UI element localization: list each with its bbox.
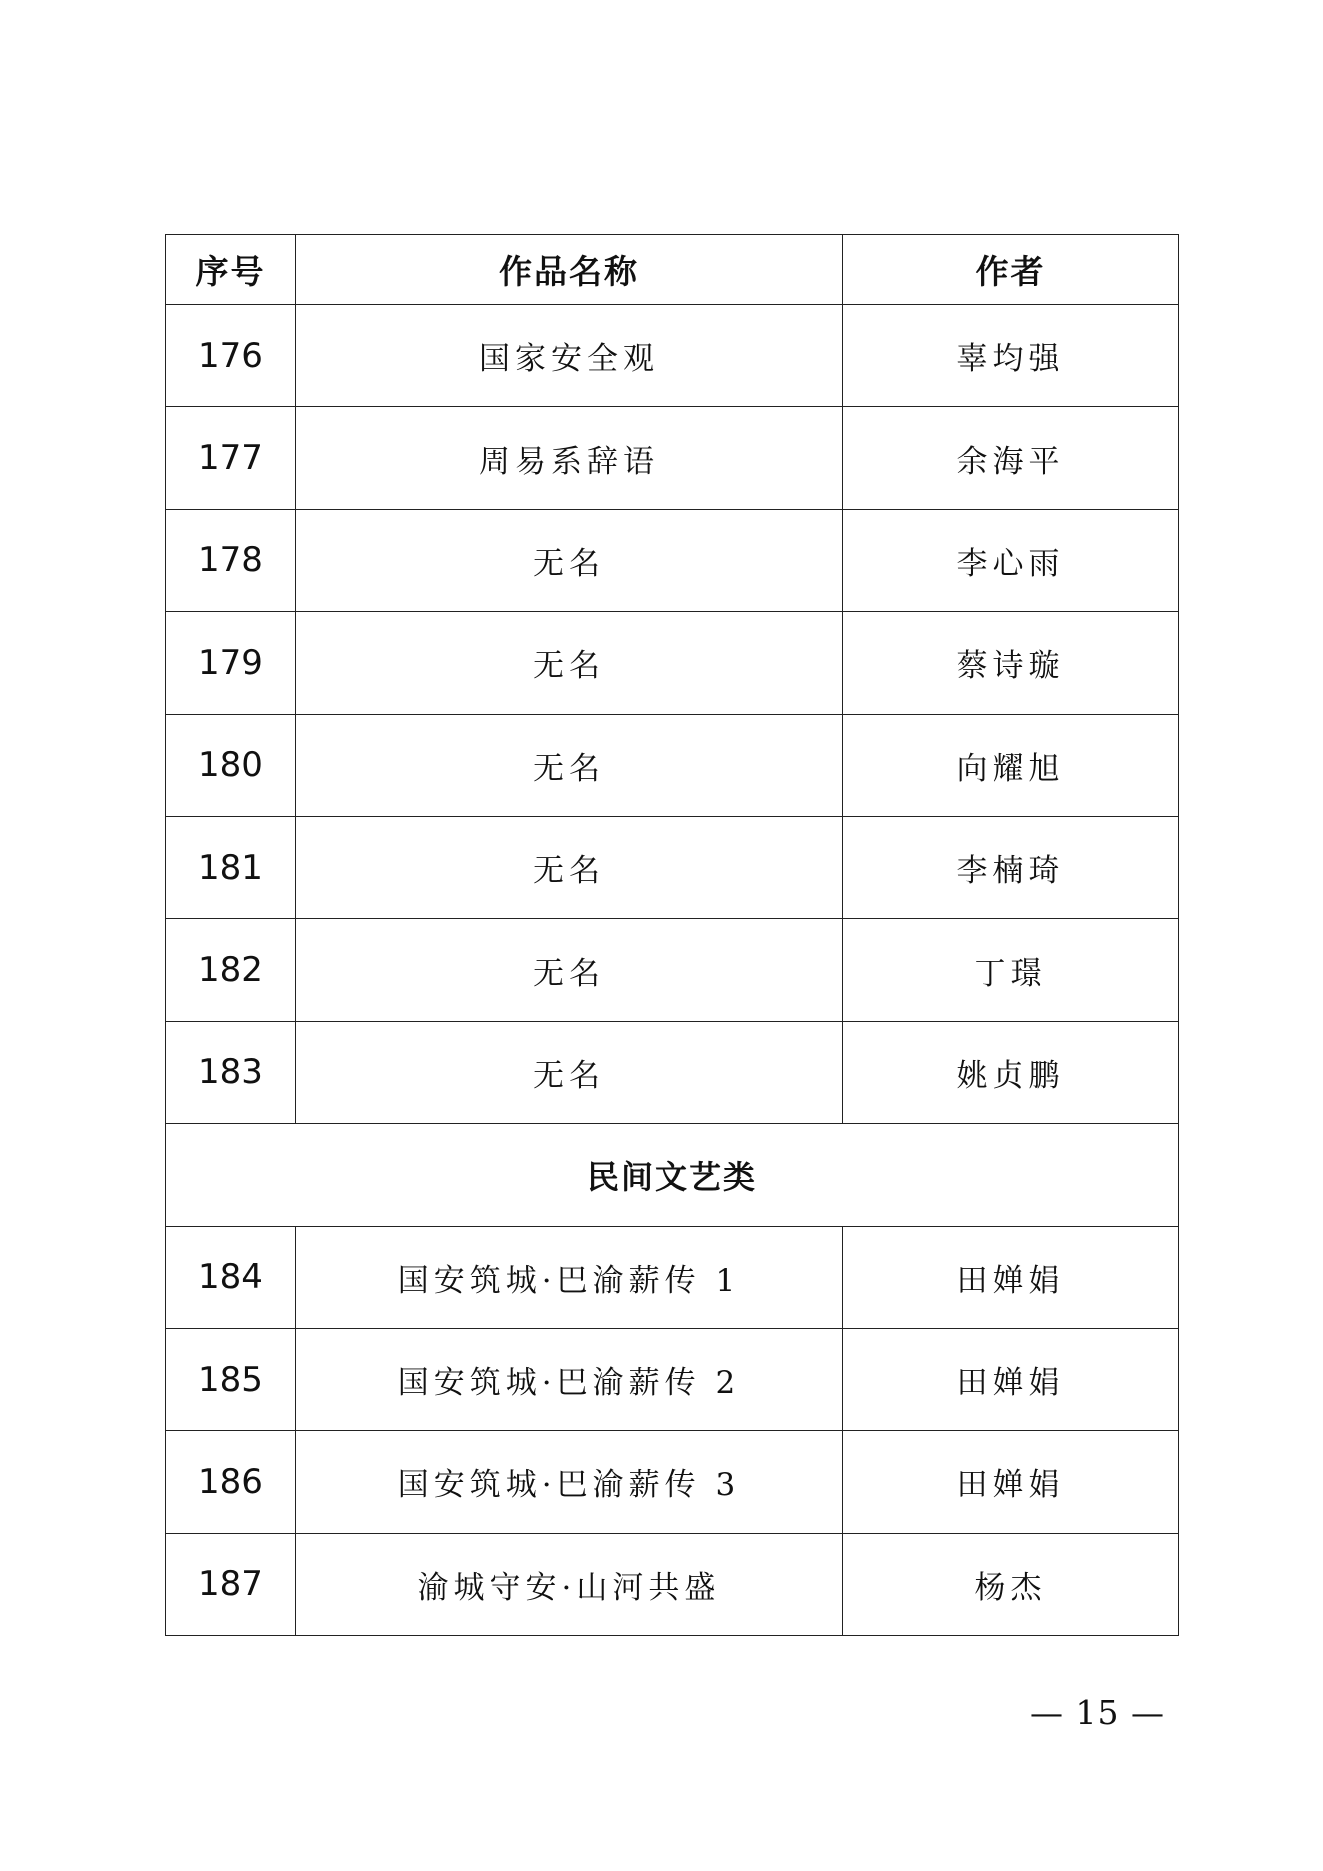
row-author: 李楠琦 <box>843 816 1179 918</box>
row-title: 无名 <box>296 509 843 611</box>
row-number: 181 <box>166 816 296 918</box>
row-number: 184 <box>166 1226 296 1328</box>
header-title: 作品名称 <box>296 235 843 305</box>
table-row <box>166 1328 1179 1430</box>
row-title: 无名 <box>296 612 843 714</box>
section-heading: 民间文艺类 <box>166 1124 1179 1226</box>
row-author: 丁璟 <box>843 919 1179 1021</box>
table-row <box>166 407 1179 509</box>
row-number: 182 <box>166 919 296 1021</box>
row-number: 185 <box>166 1328 296 1430</box>
row-author: 田婵娟 <box>843 1226 1179 1328</box>
row-number: 179 <box>166 612 296 714</box>
row-author: 余海平 <box>843 407 1179 509</box>
row-author: 田婵娟 <box>843 1431 1179 1533</box>
row-title: 无名 <box>296 714 843 816</box>
row-author: 田婵娟 <box>843 1328 1179 1430</box>
row-title: 国安筑城·巴渝薪传 3 <box>296 1431 843 1533</box>
row-title: 无名 <box>296 816 843 918</box>
table-row <box>166 612 1179 714</box>
row-number: 186 <box>166 1431 296 1533</box>
row-number: 187 <box>166 1533 296 1635</box>
row-number: 180 <box>166 714 296 816</box>
row-number: 177 <box>166 407 296 509</box>
row-title: 渝城守安·山河共盛 <box>296 1533 843 1635</box>
table-row <box>166 919 1179 1021</box>
row-title: 无名 <box>296 919 843 1021</box>
header-number: 序号 <box>166 235 296 305</box>
row-author: 辜均强 <box>843 305 1179 407</box>
page-number: — 15 — <box>1030 1693 1165 1732</box>
row-author: 姚贞鹏 <box>843 1021 1179 1123</box>
table-row <box>166 714 1179 816</box>
table-row <box>166 1021 1179 1123</box>
table-header-row <box>166 235 1179 305</box>
section-heading-row <box>166 1124 1179 1226</box>
table-row <box>166 305 1179 407</box>
table-row <box>166 509 1179 611</box>
row-author: 蔡诗璇 <box>843 612 1179 714</box>
table-row <box>166 816 1179 918</box>
row-title: 无名 <box>296 1021 843 1123</box>
row-author: 向耀旭 <box>843 714 1179 816</box>
table-row <box>166 1431 1179 1533</box>
row-author: 杨杰 <box>843 1533 1179 1635</box>
header-author: 作者 <box>843 235 1179 305</box>
row-number: 183 <box>166 1021 296 1123</box>
row-title: 周易系辞语 <box>296 407 843 509</box>
row-number: 176 <box>166 305 296 407</box>
row-title: 国安筑城·巴渝薪传 1 <box>296 1226 843 1328</box>
row-title: 国安筑城·巴渝薪传 2 <box>296 1328 843 1430</box>
row-number: 178 <box>166 509 296 611</box>
row-title: 国家安全观 <box>296 305 843 407</box>
table-row <box>166 1533 1179 1635</box>
entries-table <box>165 234 1179 1636</box>
row-author: 李心雨 <box>843 509 1179 611</box>
table-row <box>166 1226 1179 1328</box>
